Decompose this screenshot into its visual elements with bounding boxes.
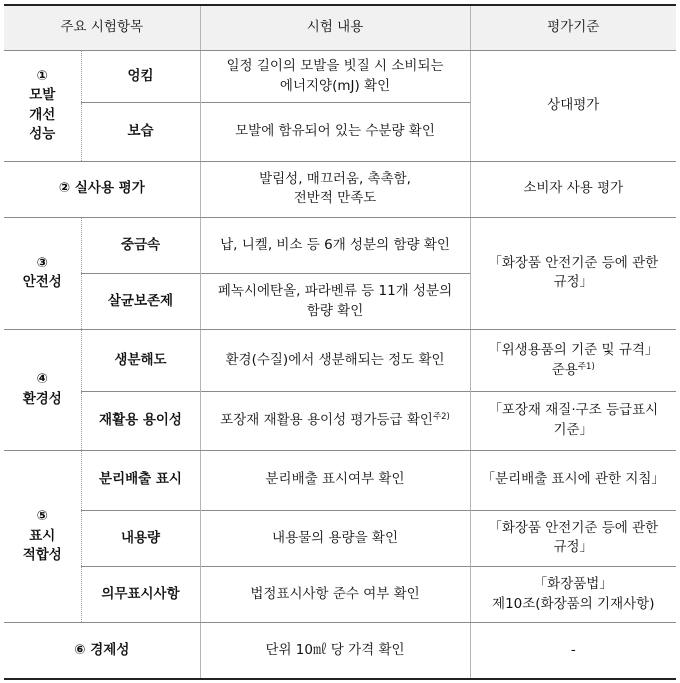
table-row: [4, 330, 676, 392]
subitem-biodegradability: 생분해도: [81, 330, 200, 392]
criteria-real-use: 소비자 사용 평가: [470, 161, 676, 217]
category-safety: ③ 안전성: [4, 217, 81, 329]
content-recyclability: 포장재 재활용 용이성 평가등급 확인$^{주2)}$: [200, 392, 470, 450]
subitem-moisture: 보습: [81, 103, 200, 161]
subitem-preservatives: 살균보존제: [81, 273, 200, 329]
subitem-mandatory-labeling: 의무표시사항: [81, 567, 200, 623]
table-row: [4, 217, 676, 273]
criteria-safety: 「화장품 안전기준 등에 관한 규정」: [470, 217, 676, 329]
table-row: [4, 510, 676, 566]
category-labeling: ⑤ 표시 적합성: [4, 450, 81, 623]
subitem-separate-disposal: 분리배출 표시: [81, 450, 200, 510]
header-criteria: 평가기준: [470, 5, 676, 51]
table-header-row: [4, 5, 676, 51]
category-hair-performance: ① 모발 개선 성능: [4, 51, 81, 161]
subitem-tangle: 엉킴: [81, 51, 200, 103]
subitem-heavy-metals: 중금속: [81, 217, 200, 273]
content-mandatory-labeling: 법정표시사항 준수 여부 확인: [200, 567, 470, 623]
criteria-recyclability: 「포장재 재질·구조 등급표시 기준」: [470, 392, 676, 450]
content-volume: 내용물의 용량을 확인: [200, 510, 470, 566]
criteria-relative: 상대평가: [470, 51, 676, 161]
criteria-separate-disposal: 「분리배출 표시에 관한 지침」: [470, 450, 676, 510]
category-economy: ⑥ 경제성: [4, 623, 200, 679]
test-items-table: [4, 4, 676, 680]
content-economy: 단위 10㎖ 당 가격 확인: [200, 623, 470, 679]
content-tangle: 일정 길이의 모발을 빗질 시 소비되는 에너지양(mJ) 확인: [200, 51, 470, 103]
content-heavy-metals: 납, 니켈, 비소 등 6개 성분의 함량 확인: [200, 217, 470, 273]
header-content: 시험 내용: [200, 5, 470, 51]
content-moisture: 모발에 함유되어 있는 수분량 확인: [200, 103, 470, 161]
content-preservatives: 페녹시에탄올, 파라벤류 등 11개 성분의 함량 확인: [200, 273, 470, 329]
table-row: [4, 567, 676, 623]
criteria-volume: 「화장품 안전기준 등에 관한 규정」: [470, 510, 676, 566]
table-row: [4, 51, 676, 103]
content-separate-disposal: 분리배출 표시여부 확인: [200, 450, 470, 510]
table-row: [4, 450, 676, 510]
table-row: [4, 623, 676, 679]
subitem-volume: 내용량: [81, 510, 200, 566]
criteria-economy: -: [470, 623, 676, 679]
content-biodegradability: 환경(수질)에서 생분해되는 정도 확인: [200, 330, 470, 392]
criteria-mandatory-labeling: 「화장품법」 제10조(화장품의 기재사항): [470, 567, 676, 623]
table-row: [4, 392, 676, 450]
category-real-use: ② 실사용 평가: [4, 161, 200, 217]
content-real-use: 발림성, 매끄러움, 촉촉함, 전반적 만족도: [200, 161, 470, 217]
header-items: 주요 시험항목: [4, 5, 200, 51]
table-row: [4, 161, 676, 217]
category-environment: ④ 환경성: [4, 330, 81, 450]
criteria-biodegradability: 「위생용품의 기준 및 규격」 준용$^{주1)}$: [470, 330, 676, 392]
subitem-recyclability: 재활용 용이성: [81, 392, 200, 450]
